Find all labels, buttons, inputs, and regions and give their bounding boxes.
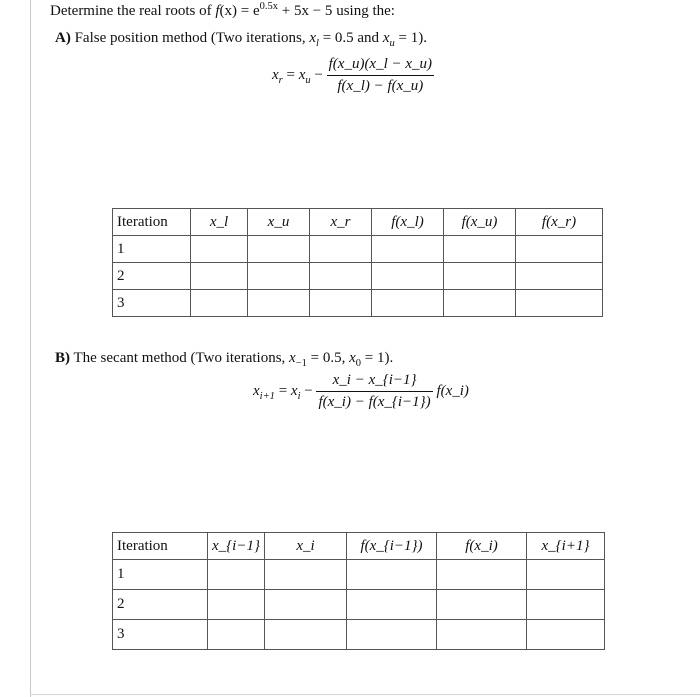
table-cell[interactable] (437, 620, 527, 650)
header-fxr-text: f(x_r) (541, 213, 577, 230)
intro-text: Determine the real roots of (50, 3, 212, 19)
table-cell[interactable] (444, 290, 516, 317)
formula-a-xu-sub: u (305, 75, 311, 86)
table-cell[interactable] (444, 263, 516, 290)
formula-a-lhs: x (272, 67, 279, 83)
row-iteration-2: 2 (113, 263, 191, 290)
header-fxu (444, 209, 516, 236)
part-a-heading (55, 30, 427, 47)
formula-a-minus: − (310, 67, 327, 83)
header-fxi (437, 533, 527, 560)
row-iteration-3: 3 (113, 290, 191, 317)
func-name: f (215, 3, 220, 19)
false-position-table (112, 208, 603, 317)
formula-b-minus: − (300, 383, 317, 399)
table-cell[interactable] (265, 560, 347, 590)
formula-b-xi-sub: i (297, 391, 301, 402)
header-xr-text: x_r (330, 213, 351, 230)
table-cell[interactable] (444, 236, 516, 263)
row-iteration-1: 1 (113, 560, 208, 590)
header-fxr (516, 209, 603, 236)
table-cell[interactable] (208, 590, 265, 620)
row-iteration-3: 3 (113, 620, 208, 650)
part-b-heading (55, 350, 393, 367)
formula-b-eq: = (274, 383, 291, 399)
table-row (113, 620, 605, 650)
table-cell[interactable] (248, 263, 310, 290)
header-xi (265, 533, 347, 560)
page-left-border (30, 0, 31, 697)
table-row (113, 560, 605, 590)
table-cell[interactable] (208, 560, 265, 590)
header-fxim1-text: f(x_{i−1}) (360, 537, 423, 554)
table-cell[interactable] (248, 290, 310, 317)
formula-b-tail: f(x_i) (436, 383, 469, 399)
header-xl-text: x_l (209, 213, 229, 230)
table-cell[interactable] (191, 263, 248, 290)
header-xu (248, 209, 310, 236)
xl-var: x (309, 30, 317, 46)
table-header-row (113, 533, 605, 560)
header-fxu-text: f(x_u) (461, 213, 498, 230)
table-row (113, 263, 603, 290)
header-xr (310, 209, 372, 236)
table-header-row (113, 209, 603, 236)
header-iteration: Iteration (113, 533, 208, 560)
table-cell[interactable] (516, 263, 603, 290)
part-a-text: False position method (Two iterations, (74, 30, 310, 46)
table-cell[interactable] (372, 290, 444, 317)
x0-sub: 0 (355, 358, 362, 369)
table-row (113, 590, 605, 620)
table-cell[interactable] (437, 590, 527, 620)
header-xim1 (208, 533, 265, 560)
xm1-value: = 0.5, (306, 350, 350, 366)
table-cell[interactable] (347, 620, 437, 650)
table-cell[interactable] (265, 590, 347, 620)
table-cell[interactable] (372, 263, 444, 290)
formula-b-lhs: x (253, 383, 260, 399)
formula-b-denominator: f(x_i) − f(x_{i−1}) (318, 394, 431, 410)
table-cell[interactable] (310, 236, 372, 263)
formula-b-lhs-sub: i+1 (259, 391, 275, 402)
secant-formula (253, 372, 469, 411)
table-cell[interactable] (310, 290, 372, 317)
func-rest: + 5x − 5 (278, 3, 333, 19)
formula-a-eq: = (282, 67, 299, 83)
table-row (113, 290, 603, 317)
header-xip1 (527, 533, 605, 560)
formula-b-fraction (316, 372, 432, 411)
table-cell[interactable] (516, 290, 603, 317)
part-b-text: The secant method (Two iterations, (73, 350, 290, 366)
table-cell[interactable] (265, 620, 347, 650)
part-a-label: A) (55, 30, 71, 46)
table-cell[interactable] (310, 263, 372, 290)
formula-a-fraction (327, 56, 434, 95)
xl-value: = 0.5 and (318, 30, 383, 46)
x0-value: = 1). (361, 350, 394, 366)
xm1-sub: −1 (295, 358, 307, 369)
table-cell[interactable] (516, 236, 603, 263)
intro-tail: using the: (332, 3, 395, 19)
table-cell[interactable] (248, 236, 310, 263)
formula-a-denominator: f(x_l) − f(x_u) (337, 78, 424, 94)
xu-var: x (382, 30, 390, 46)
formula-b-xi: x (290, 383, 298, 399)
false-position-formula (272, 56, 434, 95)
table-cell[interactable] (347, 560, 437, 590)
formula-a-xu: x (298, 67, 306, 83)
table-cell[interactable] (437, 560, 527, 590)
xu-sub: u (389, 38, 395, 49)
header-xim1-text: x_{i−1} (212, 537, 260, 554)
header-fxim1 (347, 533, 437, 560)
table-cell[interactable] (527, 620, 605, 650)
xm1-var: x (289, 350, 296, 366)
func-arg: (x) = e (219, 3, 260, 19)
row-iteration-1: 1 (113, 236, 191, 263)
header-fxl-text: f(x_l) (391, 213, 424, 230)
table-cell[interactable] (208, 620, 265, 650)
table-cell[interactable] (191, 236, 248, 263)
xu-value: = 1). (394, 30, 427, 46)
table-cell[interactable] (527, 590, 605, 620)
row-iteration-2: 2 (113, 590, 208, 620)
header-iteration: Iteration (113, 209, 191, 236)
header-xl (191, 209, 248, 236)
formula-a-numerator: f(x_u)(x_l − x_u) (328, 56, 433, 72)
page-bottom-border (30, 694, 700, 695)
secant-table (112, 532, 605, 650)
table-cell[interactable] (191, 290, 248, 317)
header-fxi-text: f(x_i) (465, 537, 498, 554)
formula-b-numerator: x_i − x_{i−1} (332, 372, 417, 388)
table-row (113, 236, 603, 263)
intro-line (50, 3, 395, 20)
x0-var: x (349, 350, 356, 366)
table-cell[interactable] (347, 590, 437, 620)
formula-a-lhs-sub: r (278, 75, 283, 86)
table-cell[interactable] (372, 236, 444, 263)
header-xi-text: x_i (296, 537, 315, 554)
xl-sub: l (316, 38, 319, 49)
header-xu-text: x_u (267, 213, 290, 230)
part-b-label: B) (55, 350, 70, 366)
header-xip1-text: x_{i+1} (541, 537, 590, 554)
table-cell[interactable] (527, 560, 605, 590)
header-fxl (372, 209, 444, 236)
func-exponent: 0.5x (259, 1, 279, 12)
